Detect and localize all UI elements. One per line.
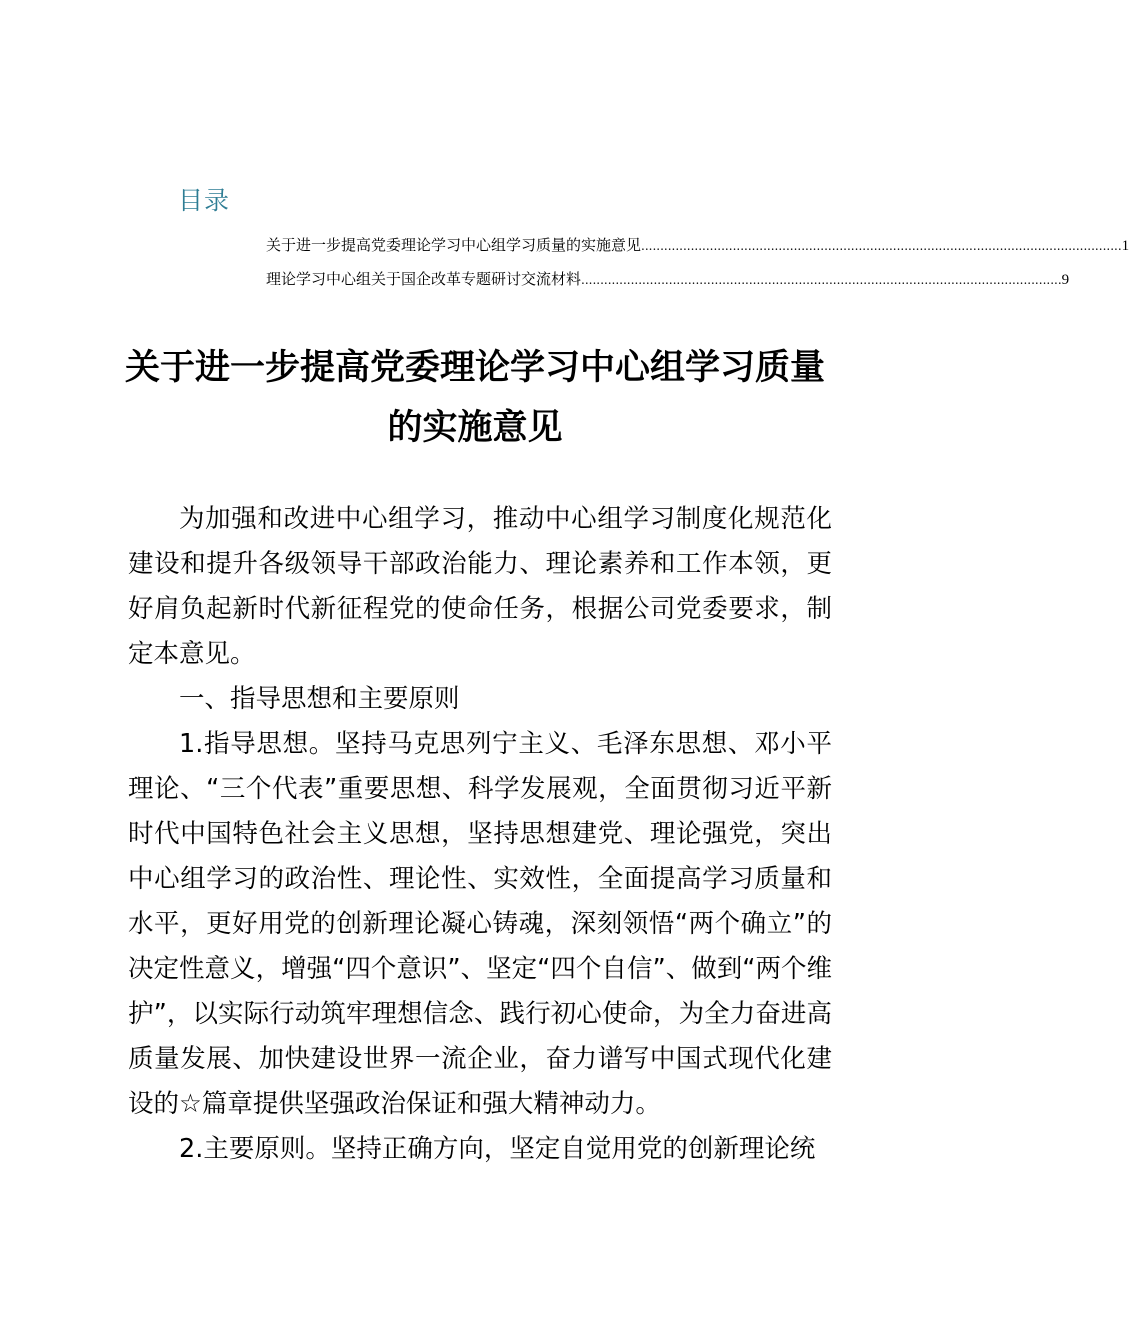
document-body: [128, 497, 832, 1172]
toc-entry-page[interactable]: 9: [1061, 272, 1070, 288]
document-title-line: 关于进一步提高党委理论学习中心组学习质量: [124, 348, 825, 388]
toc-leader-dots: ..............................................................................................................................: [581, 273, 1062, 287]
body-paragraph: 2.主要原则。坚持正确方向，坚定自觉用党的创新理论统: [179, 1134, 816, 1164]
toc-entry-title[interactable]: 关于进一步提高党委理论学习中心组学习质量的实施意见: [266, 236, 642, 254]
document-title: [110, 338, 840, 458]
toc-leader-dots: ..............................................................................................................................: [641, 239, 1122, 253]
toc-entry-page[interactable]: 1: [1121, 238, 1129, 254]
section-heading: 一、指导思想和主要原则: [179, 684, 460, 714]
document-title-line: 的实施意见: [387, 408, 563, 448]
body-paragraph: 1.指导思想。坚持马克思列宁主义、毛泽东思想、邓小平理论、“三个代表”重要思想、科学发展观，全面贯彻习近平新时代中国特色社会主义思想，坚持思想建党、理论强党，突出中心组学习的政治性、理论性、实效性，全面提高学习质量和水平，更好用党的创新理论凝心铸魂，深刻领悟“两个确立”的决定性意义，增强“四个意识”、坚定“四个自信”、做到“两个维护”，以实际行动筑牢理想信念、践行初心使命，为全力奋进高质量发展、加快建设世界一流企业，奋力谱写中国式现代化建设的☆篇章提供坚强政治保证和强大精神动力。: [128, 729, 832, 1119]
toc-entry-title[interactable]: 理论学习中心组关于国企改革专题研讨交流材料: [266, 270, 582, 288]
toc-list: [266, 228, 1129, 296]
toc-entry[interactable]: [266, 228, 1129, 262]
body-paragraph: 为加强和改进中心组学习，推动中心组学习制度化规范化建设和提升各级领导干部政治能力、理论素养和工作本领，更好肩负起新时代新征程党的使命任务，根据公司党委要求，制定本意见。: [128, 504, 832, 669]
toc-entry[interactable]: [266, 262, 1070, 296]
toc-heading: 目录: [178, 186, 231, 215]
